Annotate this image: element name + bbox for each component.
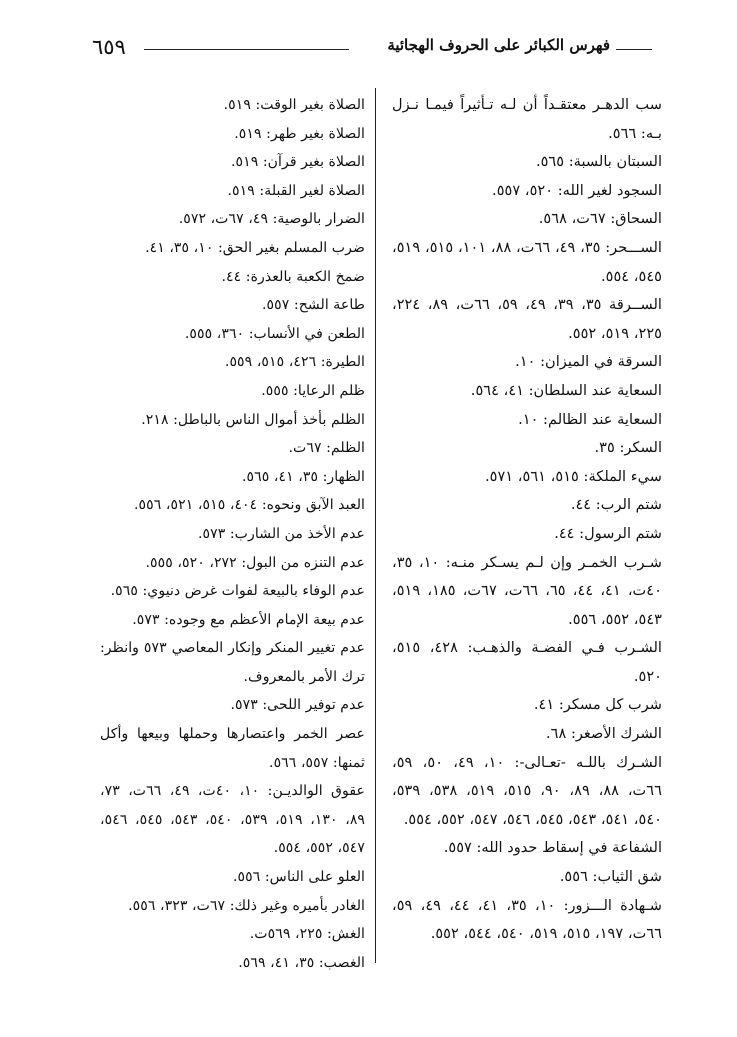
index-entry: الصلاة لغير القبلة: ٥١٩.	[227, 182, 365, 199]
column-divider	[375, 88, 376, 963]
index-entry: عدم بيعة الإمام الأعظم مع وجوده: ٥٧٣.	[132, 611, 365, 628]
index-entry: العلو على الناس: ٥٥٦.	[232, 869, 365, 886]
running-header	[92, 34, 652, 60]
index-entry: السجود لغير الله: ٥٢٠، ٥٥٧.	[492, 181, 662, 199]
header-rule-right	[616, 49, 652, 50]
index-entry: السعاية عند السلطان: ٤١، ٥٦٤.	[470, 381, 662, 399]
index-entry: الشـرك باللـه -تعـالى-: ١٠، ٤٩، ٥٠، ٥٩، ٦٦ت، ٨٨، ٨٩، ٩٠، ٥١٥، ٥١٩، ٥٣٨، ٥٣٩، ٥٤٠، ٥٤١، ٥٤٣، ٥٤٥، ٥٤٦، ٥٤٧، ٥٥٢، ٥٥٤.	[392, 753, 662, 828]
index-entry: الظهار: ٣٥، ٤١، ٥٦٥.	[242, 468, 365, 485]
index-entry: العبد الآبق ونحوه: ٤٠٤، ٥١٥، ٥٢١، ٥٥٦.	[134, 497, 365, 514]
index-entry: الضرار بالوصية: ٤٩، ٦٧ت، ٥٧٢.	[178, 211, 365, 228]
index-entry: عدم الوفاء بالبيعة لفوات غرض دنيوي: ٥٦٥.	[110, 583, 365, 600]
index-entry: الشـرب فـي الفضـة والذهـب: ٤٢٨، ٥١٥، ٥٢٠.	[392, 639, 662, 685]
index-entry: عدم الأخذ من الشارب: ٥٧٣.	[197, 525, 365, 542]
index-entry: عقوق الوالديـن: ١٠، ٤٠ت، ٤٩، ٦٦ت، ٧٣، ٨٩، ١٣٠، ٥١٩، ٥٣٩، ٥٤٠، ٥٤٣، ٥٤٥، ٥٤٦، ٥٤٧، ٥٥٢، ٥٥٤.	[100, 783, 365, 857]
index-entry: الســرقة ٣٥، ٣٩، ٤٩، ٥٩، ٦٦ت، ٨٩، ٢٢٤، ٢٢٥، ٥١٩، ٥٥٢.	[392, 296, 662, 342]
index-entry: عدم تغيير المنكر وإنكار المعاصي ٥٧٣ وانظر: ترك الأمر بالمعروف.	[100, 640, 365, 685]
index-entry: السعاية عند الظالم: ١٠.	[518, 410, 662, 428]
index-entry: الشرك الأصغر: ٦٨.	[546, 725, 662, 743]
running-title: فهرس الكبائر على الحروف الهجائية	[387, 36, 610, 54]
index-entry: الطعن في الأنساب: ٣٦٠، ٥٥٥.	[184, 325, 365, 342]
index-entry: السحاق: ٦٧ت، ٥٦٨.	[538, 210, 662, 228]
index-entry: عدم التنزه من البول: ٢٧٢، ٥٢٠، ٥٥٥.	[145, 554, 365, 571]
index-entry: ضمخ الكعبة بالعذرة: ٤٤.	[221, 268, 365, 285]
index-entry: ضرب المسلم بغير الحق: ١٠، ٣٥، ٤١.	[145, 239, 365, 256]
index-entry: الشفاعة في إسقاط حدود الله: ٥٥٧.	[443, 839, 662, 857]
index-entry: شتم الرب: ٤٤.	[570, 496, 662, 514]
index-entry: شـهادة الـــزور: ١٠، ٣٥، ٤١، ٤٤، ٤٩، ٥٩، ٦٦ت، ١٩٧، ٥١٥، ٥١٩، ٥٤٠، ٥٤٤، ٥٥٢.	[392, 896, 662, 943]
index-column-right	[392, 91, 662, 971]
index-entry: الغادر بأميره وغير ذلك: ٦٧ت، ٣٢٣، ٥٥٦.	[128, 897, 365, 914]
index-entry: الســـحر: ٣٥، ٤٩، ٦٦ت، ٨٨، ١٠١، ٥١٥، ٥١٩، ٥٤٥، ٥٥٤.	[392, 238, 662, 285]
index-entry: عدم توفير اللحى: ٥٧٣.	[230, 697, 365, 714]
index-entry: الغصب: ٣٥، ٤١، ٥٦٩.	[238, 954, 365, 971]
index-entry: السبتان بالسبة: ٥٦٥.	[535, 153, 662, 171]
index-column-left	[100, 91, 365, 971]
index-entry: الصلاة بغير الوقت: ٥١٩.	[223, 97, 365, 113]
header-rule-left	[144, 49, 349, 50]
index-entry: شتم الرسول: ٤٤.	[554, 524, 662, 542]
index-entry: شق الثياب: ٥٥٦.	[559, 868, 662, 886]
index-entry: الصلاة بغير قرآن: ٥١٩.	[230, 154, 365, 171]
index-entry: شـرب الخمـر وإن لـم يسـكر منـه: ١٠، ٣٥، ٤٠ت، ٤١، ٤٤، ٦٥، ٦٦ت، ٦٧ت، ١٨٥، ٥١٩، ٥٤٣، ٥٥٢، ٥٥٦.	[392, 553, 662, 628]
index-entry: السرقة في الميزان: ١٠.	[515, 353, 662, 371]
page-number: ٦٥٩	[92, 35, 126, 59]
index-entry: الظلم: ٦٧ت.	[288, 440, 365, 457]
index-entry: الطيرة: ٤٢٦، ٥١٥، ٥٥٩.	[224, 354, 365, 371]
index-entry: الغش: ٢٢٥، ٥٦٩ت.	[249, 926, 365, 943]
index-entry: السكر: ٣٥.	[594, 439, 662, 457]
index-entry: شرب كل مسكر: ٤١.	[533, 696, 662, 714]
index-entry: الصلاة بغير طهر: ٥١٩.	[234, 125, 365, 142]
index-entry: الظلم بأخذ أموال الناس بالباطل: ٢١٨.	[141, 411, 365, 428]
index-entry: سب الدهـر معتقـداً أن لـه تـأثيراً فيمـا نـزل بـه: ٥٦٦.	[392, 96, 662, 142]
index-entry: طاعة الشح: ٥٥٧.	[262, 297, 365, 314]
index-entry: ظلم الرعايا: ٥٥٥.	[261, 382, 365, 399]
index-entry: عصر الخمر واعتصارها وحملها وبيعها وأكل ثمنها: ٥٥٧، ٥٦٦.	[100, 726, 365, 771]
index-entry: سيء الملكة: ٥١٥، ٥٦١، ٥٧١.	[484, 467, 662, 485]
